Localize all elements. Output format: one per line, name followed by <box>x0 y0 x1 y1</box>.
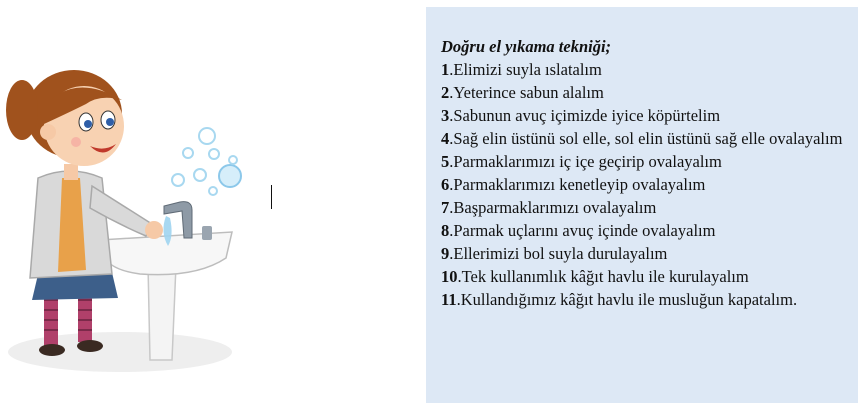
step-text: .Sağ elin üstünü sol elle, sol elin üstünü sağ elle ovalayalım <box>449 129 843 148</box>
bubble <box>209 149 219 159</box>
step-number: 3 <box>441 106 450 125</box>
step-item <box>441 150 844 173</box>
right-shoe <box>77 340 103 352</box>
step-item <box>441 242 844 265</box>
step-number: 8 <box>441 221 450 240</box>
step-text: .Elimizi suyla ıslatalım <box>449 60 602 79</box>
hands <box>145 221 163 239</box>
sink-pedestal <box>148 265 176 360</box>
step-number: 1 <box>441 60 450 79</box>
step-number: 11 <box>441 290 457 309</box>
step-text: .Parmaklarımızı kenetleyip ovalayalım <box>449 175 706 194</box>
bubble <box>172 174 184 186</box>
step-number: 2 <box>441 83 450 102</box>
ear <box>40 124 56 140</box>
step-number: 10 <box>441 267 458 286</box>
step-item <box>441 288 844 311</box>
step-text: .Kullandığımız kâğıt havlu ile musluğun kapatalım. <box>456 290 798 309</box>
left-shoe <box>39 344 65 356</box>
step-item <box>441 173 844 196</box>
step-text: .Başparmaklarımızı ovalayalım <box>449 198 657 217</box>
girl-washing-hands-illustration <box>0 60 260 390</box>
step-item <box>441 104 844 127</box>
panel-title: Doğru el yıkama tekniği; <box>441 37 612 56</box>
right-leg <box>78 294 92 342</box>
step-number: 6 <box>441 175 450 194</box>
step-item <box>441 265 844 288</box>
step-text: .Parmaklarımızı iç içe geçirip ovalayalım <box>449 152 722 171</box>
step-item <box>441 196 844 219</box>
step-number: 5 <box>441 152 450 171</box>
step-item <box>441 81 844 104</box>
bubble <box>194 169 206 181</box>
handwashing-steps-panel <box>426 7 858 403</box>
steps-list <box>441 58 844 311</box>
step-number: 9 <box>441 244 450 263</box>
faucet-handle <box>202 226 212 240</box>
step-text: .Sabunun avuç içimizde iyice köpürtelim <box>449 106 721 125</box>
step-text: .Ellerimizi bol suyla durulayalım <box>449 244 668 263</box>
step-text: .Tek kullanımlık kâğıt havlu ile kurulayalım <box>457 267 749 286</box>
bubble <box>183 148 193 158</box>
step-text: .Parmak uçlarını avuç içinde ovalayalım <box>449 221 716 240</box>
bubble <box>229 156 237 164</box>
step-item <box>441 58 844 81</box>
step-item <box>441 127 844 150</box>
bubble <box>219 165 241 187</box>
bubble <box>209 187 217 195</box>
step-number: 4 <box>441 129 450 148</box>
step-item <box>441 219 844 242</box>
bubble <box>199 128 215 144</box>
step-number: 7 <box>441 198 450 217</box>
step-text: .Yeterince sabun alalım <box>449 83 604 102</box>
ponytail <box>6 80 38 140</box>
text-cursor <box>271 185 272 209</box>
